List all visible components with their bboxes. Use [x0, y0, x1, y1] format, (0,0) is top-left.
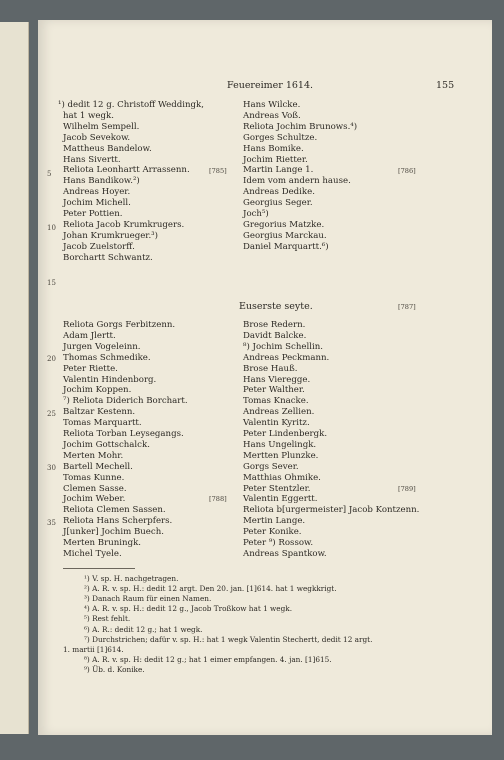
folio-marker: [785]: [209, 167, 227, 176]
entry-right-bottom: Mertin Lange.: [243, 516, 306, 527]
line-number: 20: [47, 355, 56, 363]
entry-right-top: Andreas Voß.: [243, 110, 301, 121]
entry-right-bottom: Mertten Plunzke.: [243, 450, 319, 461]
entry-right-bottom: Hans Vieregge.: [243, 374, 311, 385]
entry-right-bottom: Tomas Knacke.: [243, 396, 309, 407]
line-number: 35: [47, 518, 56, 527]
entry-left-bottom: Clemen Sasse.: [63, 483, 127, 494]
entry-left-bottom: Jochim Weber.: [63, 494, 126, 505]
folio-marker: [789]: [398, 485, 416, 493]
entry-right-top: Daniel Marquartt.⁶): [243, 241, 329, 252]
entry-right-bottom: Gorgs Sever.: [243, 461, 299, 472]
line-number: 5: [47, 169, 52, 178]
entry-right-bottom: Andreas Spantkow.: [243, 548, 327, 559]
entry-left-bottom: Merten Mohr.: [63, 450, 124, 461]
entry-right-bottom: Reliota b[urgermeister] Jacob Kontzenn.: [243, 505, 420, 516]
line-number: 15: [47, 278, 56, 287]
entry-right-bottom: Matthias Ohmike.: [243, 472, 321, 483]
entry-right-bottom: Hans Ungelingk.: [243, 439, 317, 450]
entry-right-bottom: Valentin Kyritz.: [243, 418, 310, 429]
entry-right-top: Reliota Jochim Brunows.⁴): [243, 121, 358, 132]
entry-right-top: Martin Lange 1.: [243, 165, 314, 176]
entry-left-top: ¹) dedit 12 g. Christoff Weddingk,: [58, 100, 204, 110]
entry-left-bottom: Bartell Mechell.: [63, 461, 133, 472]
book-page: [38, 20, 492, 735]
entry-left-bottom: Tomas Marquartt.: [63, 418, 142, 429]
line-number: 10: [47, 224, 56, 233]
entry-left-top: Jacob Sevekow.: [63, 132, 131, 143]
entry-right-bottom: Peter Lindenbergk.: [243, 429, 328, 439]
entry-right-top: Gregorius Matzke.: [243, 219, 325, 230]
entry-left-top: Hans Bandikow.²): [63, 176, 140, 187]
footnote: ⁹) Üb. d. Konike.: [84, 664, 145, 674]
entry-right-top: Joch⁵): [243, 209, 269, 219]
entry-left-bottom: Peter Riette.: [63, 363, 118, 374]
entry-left-bottom: Tomas Kunne.: [63, 472, 125, 483]
entry-left-top: Borchartt Schwantz.: [63, 252, 153, 263]
entry-left-top: Peter Pottien.: [63, 209, 123, 219]
line-number: 25: [47, 409, 56, 418]
footnote: 1. martii [1]614.: [63, 644, 124, 654]
footnote: ⁸) A. R. v. sp. H: dedit 12 g.; hat 1 eimer empfangen. 4. jan. [1]615.: [84, 654, 332, 664]
entry-left-top: Johan Krumkrueger.³): [63, 230, 158, 241]
entry-right-top: Georgius Seger.: [243, 198, 313, 209]
entry-left-top: Wilhelm Sempell.: [63, 121, 140, 132]
footnote-rule: [63, 568, 135, 569]
entry-left-top: hat 1 wegk.: [63, 110, 114, 121]
entry-left-bottom: Valentin Hindenborg.: [63, 374, 157, 385]
entry-right-bottom: Brose Redern.: [243, 320, 306, 330]
entry-left-bottom: Jochim Koppen.: [63, 385, 132, 396]
entry-right-bottom: Peter Stentzler.: [243, 483, 311, 494]
entry-left-bottom: Merten Bruningk.: [63, 538, 142, 548]
entry-right-top: Andreas Dedike.: [243, 187, 315, 198]
entry-left-bottom: Reliota Gorgs Ferbitzenn.: [63, 320, 176, 330]
entry-left-bottom: Reliota Clemen Sassen.: [63, 505, 166, 516]
entry-right-top: Hans Wilcke.: [243, 100, 301, 110]
footnote: ³) Danach Raum für einen Namen.: [84, 594, 212, 604]
footnote: ⁷) Durchstrichen; dafür v. sp. H.: hat 1 wegk Valentin Stechertt, dedit 12 argt.: [84, 634, 373, 644]
entry-right-top: Jochim Rietter.: [243, 154, 308, 165]
running-head: Feuereimer 1614.: [227, 80, 314, 91]
entry-right-top: Georgius Marckau.: [243, 230, 327, 241]
folio-marker: [787]: [398, 303, 416, 311]
entry-right-top: Idem vom andern hause.: [243, 176, 351, 187]
page-number: 155: [436, 80, 455, 91]
entry-left-top: Reliota Jacob Krumkrugers.: [63, 219, 185, 230]
entry-left-bottom: Reliota Hans Scherpfers.: [63, 516, 173, 527]
entry-right-bottom: Andreas Zellien.: [243, 407, 315, 418]
entry-right-top: Hans Bomike.: [243, 143, 304, 154]
left-page-edge: [0, 22, 29, 734]
entry-right-bottom: Peter Konike.: [243, 527, 302, 538]
entry-left-top: Reliota Leonhartt Arrassenn.: [63, 165, 190, 176]
entry-left-top: Mattheus Bandelow.: [63, 143, 152, 154]
entry-left-bottom: Adam Jlertt.: [63, 330, 116, 341]
footnote: ⁵) Rest fehlt.: [84, 614, 131, 624]
entry-left-top: Hans Sivertt.: [63, 154, 121, 165]
entry-right-bottom: Peter Walther.: [243, 385, 305, 396]
folio-marker: [788]: [209, 495, 227, 503]
entry-left-bottom: ⁷) Reliota Diderich Borchart.: [63, 396, 188, 407]
entry-left-bottom: Jurgen Vogeleinn.: [63, 341, 141, 352]
entry-right-bottom: Peter ⁹) Rossow.: [243, 538, 314, 548]
entry-right-bottom: Andreas Peckmann.: [243, 352, 330, 363]
entry-left-bottom: J[unker] Jochim Buech.: [63, 527, 164, 538]
footnote: ⁶) A. R.: dedit 12 g.; hat 1 wegk.: [84, 624, 203, 634]
entry-right-bottom: ⁸) Jochim Schellin.: [243, 341, 323, 352]
folio-marker: [786]: [398, 167, 416, 176]
section-heading: Euserste seyte.: [239, 301, 313, 312]
entry-right-bottom: Davidt Balcke.: [243, 330, 307, 341]
footnote: ²) A. R. v. sp. H.: dedit 12 argt. Den 20. jan. [1]614. hat 1 wegkkrigt.: [84, 584, 337, 594]
entry-left-top: Jochim Michell.: [63, 198, 131, 209]
entry-left-bottom: Jochim Gottschalck.: [63, 439, 150, 450]
footnote: ¹) V. sp. H. nachgetragen.: [84, 574, 179, 583]
entry-left-bottom: Baltzar Kestenn.: [63, 407, 136, 418]
line-number: 30: [47, 464, 56, 472]
entry-right-top: Gorges Schultze.: [243, 132, 318, 143]
entry-left-top: Andreas Hoyer.: [63, 187, 131, 198]
entry-right-bottom: Brose Hauß.: [243, 363, 298, 374]
entry-left-bottom: Michel Tyele.: [63, 548, 122, 559]
entry-left-bottom: Thomas Schmedike.: [63, 352, 151, 363]
footnote: ⁴) A. R. v. sp. H.: dedit 12 g., Jacob Troßkow hat 1 wegk.: [84, 604, 293, 614]
entry-right-bottom: Valentin Eggertt.: [243, 494, 318, 505]
entry-left-bottom: Reliota Torban Leysegangs.: [63, 429, 184, 439]
entry-left-top: Jacob Zuelstorff.: [63, 241, 135, 252]
